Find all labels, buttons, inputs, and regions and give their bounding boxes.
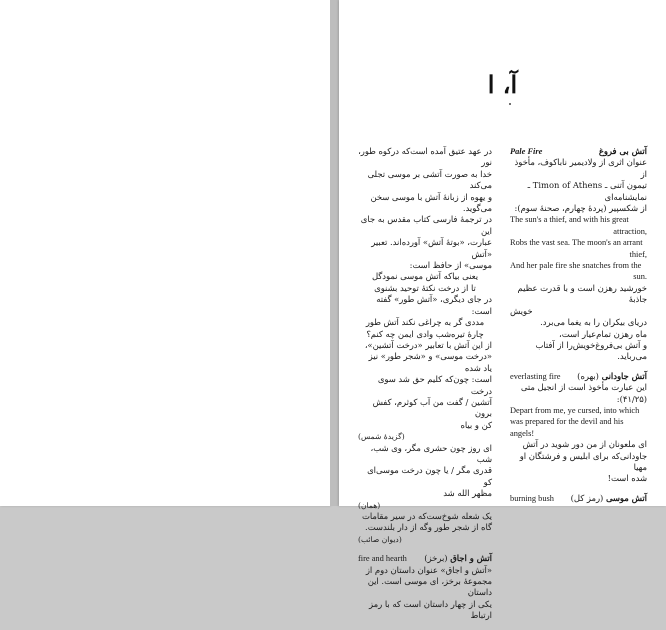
source-citation: (همان)	[358, 500, 381, 510]
quote-line: thief,	[629, 249, 647, 259]
verse-line: یک شعله شوخ‌ست‌که در سیر مقامات	[361, 511, 492, 521]
entry-latin: fire and hearth	[358, 554, 407, 564]
verse-line: تا از درخت نکتهٔ توحید بشنوی	[374, 282, 476, 293]
entry-header	[358, 553, 492, 564]
translation-line: شده است!	[607, 473, 647, 484]
entry-headword: آتش بی فروغ	[598, 146, 647, 156]
entry-text-line: عنوان اثری از ولادیمیر ناباکوف، مأخوذ از	[514, 157, 647, 179]
quote-line: attraction,	[613, 226, 647, 236]
entry-note: (برخز)	[424, 553, 448, 564]
entry-note: (رمز کل)	[570, 492, 604, 503]
body-line: آتشین / گفت من آب کوثرم، کفش برون	[372, 396, 492, 419]
quote-line: was prepared for the devil and his	[510, 417, 624, 427]
entry-text-line: مجموعهٔ برخز، ای موسی است. این داستان	[367, 576, 492, 598]
left-page	[0, 0, 330, 506]
quote-line: sun.	[633, 272, 647, 282]
chapter-title: آ، ا	[487, 70, 518, 99]
quote-line: Robs the vast sea. The moon's an arrant	[510, 238, 643, 248]
book-gutter	[330, 0, 339, 506]
entry-text-line: تیمون آتنی ـ Timon of Athens ـ نمایشنامه‌ای	[527, 180, 647, 202]
quote-line: And her pale fire she snatches from the	[510, 261, 642, 271]
entry-everlasting-fire	[510, 371, 647, 485]
body-line: و یهوه از زبانهٔ آتش با موسی سخن می‌گوید.	[370, 191, 492, 214]
body-line: خدا به صورت آتشی بر موسی تجلی می‌کند	[367, 168, 492, 191]
entry-text-line: این عبارت مأخوذ است از انجیل متی	[520, 382, 647, 393]
verse-line: قدری مگر / یا چون درخت موسی‌ای کو	[367, 465, 492, 487]
verse-line: مظهر الله شد	[443, 488, 492, 499]
translation-line: ماه رهزن تمام‌عیار است،	[559, 328, 647, 339]
right-column	[510, 146, 647, 512]
entry-burning-bush	[510, 493, 647, 504]
entry-text-line: (۴۱/۲۵):	[616, 393, 647, 404]
body-line: در جای دیگری، «آتش طور» گفته است:	[376, 294, 492, 316]
translation-line: و آتش بی‌فروغ‌خویش‌را از آفتاب می‌رباید.	[535, 339, 647, 362]
verse-line: چارهٔ تیره‌شب وادی ایمن چه کنم؟	[366, 328, 484, 339]
quote-line: The sun's a thief, and with his great	[510, 215, 629, 225]
entry-headword: آتش جاودانی	[601, 370, 647, 381]
translation-line: جاودانی‌که برای ابلیس و فرشتگان او مهیا	[519, 450, 647, 472]
translation-line: دریای بیکران را به یغما می‌برد.	[540, 317, 647, 328]
entry-text-line: یکی از چهار داستان است که با رمز ارتباط	[369, 598, 492, 621]
entry-latin: burning bush	[510, 493, 554, 503]
entry-headword: آتش موسی	[605, 492, 647, 503]
entry-header	[510, 493, 647, 504]
entry-note: (بهره)	[577, 370, 599, 381]
body-line: کن و بیاه	[460, 419, 492, 430]
entry-text-line: «آتش و اجاق» عنوان داستان دوم از	[365, 564, 492, 575]
entry-text-line: از شکسپیر (پردهٔ چهارم، صحنهٔ سوم):	[514, 203, 647, 214]
body-line: عبارت، «بوتهٔ آتش» آورده‌اند. تعبیر «آتش	[371, 237, 492, 259]
translation-line: خورشید رهزن است و با قدرت عظیم جاذبهٔ	[517, 282, 647, 305]
entry-header	[510, 146, 647, 157]
entry-latin: everlasting fire	[510, 371, 561, 381]
source-citation: (گزیدهٔ شمس)	[358, 432, 405, 442]
translation-line: ای ملعونان از من دور شوید در آتش	[522, 439, 647, 450]
verse-line: مددی گر به چراغی نکند آتش طور	[365, 317, 485, 328]
entry-latin: Pale Fire	[510, 147, 543, 156]
entry-pale-fire	[510, 146, 647, 363]
source-citation: (دیوان صائب)	[358, 534, 402, 544]
translation-line: خویش	[510, 305, 533, 316]
body-line: موسی» از حافظ است:	[409, 260, 492, 271]
quote-line: angels!	[510, 428, 535, 438]
entry-headword: آتش و اجاق	[450, 553, 492, 564]
entry-fire-and-hearth	[358, 553, 492, 621]
body-line: از این آتش با تعابیر «درخت آتشین»،	[364, 339, 492, 350]
left-column	[358, 146, 492, 630]
body-line: است: چون‌که کلیم حق شد سوی درخت	[377, 374, 492, 396]
verse-line: ای روز چون حشری مگر، وی شب، شب	[370, 442, 492, 464]
verse-line: یعنی بیاکه آتش موسی نمودگل	[371, 271, 479, 282]
body-line: در عهد عتیق آمده است‌که درکوه طور، نور	[358, 146, 492, 168]
verse-line: گاه از شجر طور وگه از دار بلندست.	[365, 522, 492, 533]
body-line: در ترجمهٔ فارسی کتاب مقدس به جای این	[360, 214, 492, 236]
quote-line: Depart from me, ye cursed, into which	[510, 405, 640, 415]
entry-header	[510, 371, 647, 382]
body-line: «درخت موسی» و «شجر طور» نیز یاد شده	[368, 351, 492, 373]
ornament-dot	[509, 103, 511, 105]
